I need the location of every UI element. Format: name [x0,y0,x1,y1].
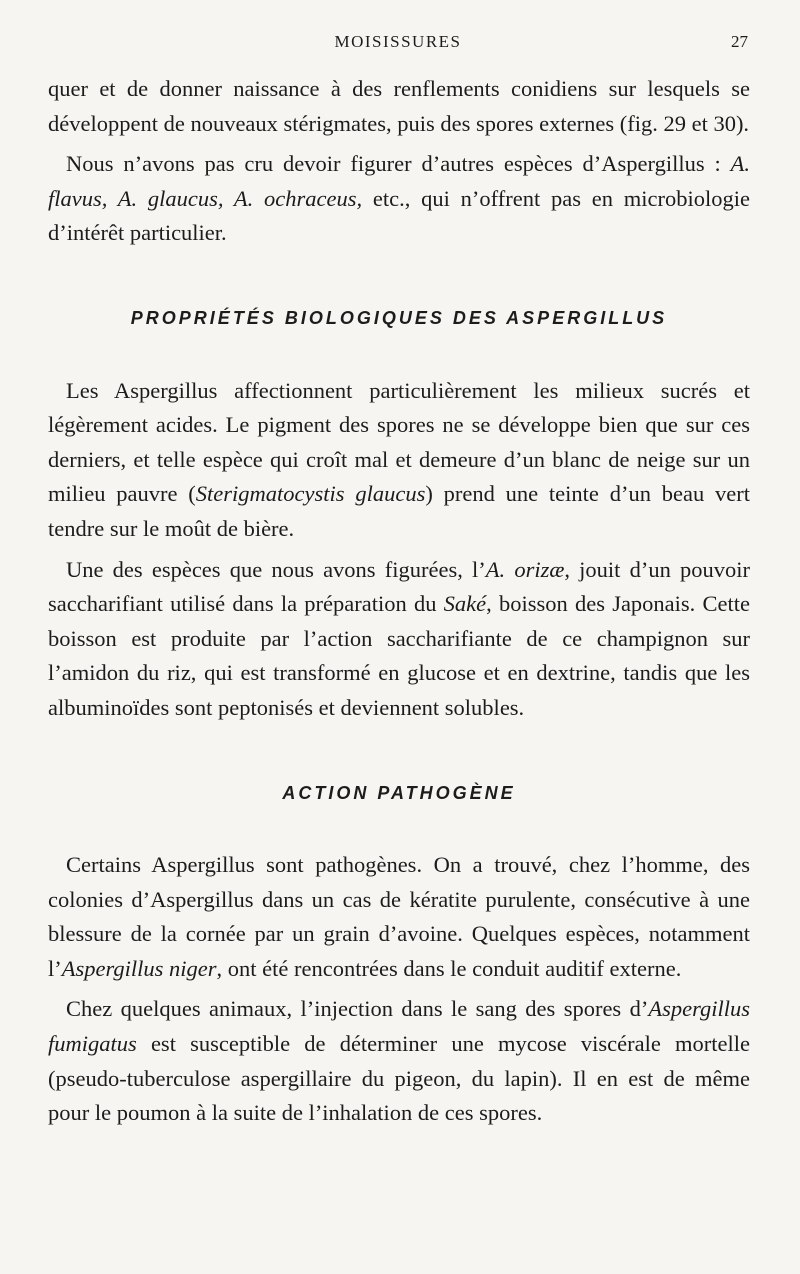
text-run: etc., qui n’offrent pas en microbiologie d’intérêt particulier. [48,185,751,246]
italic-species-name: A. orizæ [485,556,565,582]
page-number: 27 [731,32,748,51]
text-run: est susceptible de déterminer une mycose viscérale mortelle (pseudo-tuberculose aspergillaire du pigeon, du lapin). Il en est de même pour le poumon à la suite de l’inhalation de ces spores. [48,1031,750,1126]
section-heading-biological-properties: PROPRIÉTÉS BIOLOGIQUES DES ASPERGILLUS [130,307,668,328]
text-run: , jouit d’un pouvoir saccharifiant utilisé dans la préparation du [48,556,750,617]
text-run: , boisson des Japonais. Cette boisson est produite par l’action saccharifiante de ce champignon sur l’amidon du riz, qui est transformé en glucose et en dextrine, tandis que les albuminoïdes sont peptonisés et deviennent solubles. [48,591,751,720]
page-header [48,28,748,56]
text-run: Les Aspergillus affectionnent particulièrement les milieux sucrés et légèrement acides. Le pigment des spores ne se développe bien que sur ces derniers, et telle espèce qui croît mal et demeure d’un blanc de neige sur un milieu pauvre ( [48,377,750,507]
text-run: , ont été rencontrées dans le conduit auditif externe. [216,955,682,981]
paragraph-animals [48,992,750,1130]
text-run: Chez quelques animaux, l’injection dans le sang des spores d’ [66,996,649,1022]
section-heading-pathogenic-action: ACTION PATHOGÈNE [282,782,516,803]
italic-species-name: Aspergillus fumigatus [48,996,750,1057]
running-head: MOISISSURES [334,32,462,51]
paragraph-other-species [48,147,750,251]
paragraph-sake [48,553,750,726]
text-run: Nous n’avons pas cru devoir figurer d’autres espèces d’Aspergillus : [66,151,731,177]
paragraph-biological-properties [48,374,750,547]
text-run: Certains Aspergillus sont pathogènes. On a trouvé, chez l’homme, des colonies d’Aspergillus dans un cas de kératite purulente, consécutive à une blessure de la cornée par un grain d’avoine. Quelques espèces, notamment l’ [48,852,750,981]
paragraph-pathogenic [48,848,750,986]
text-run: ) prend une teinte d’un beau vert tendre sur le moût de bière. [48,481,750,541]
italic-species-names: A. flavus, A. glaucus, A. ochraceus, [48,151,750,211]
italic-sake: Saké [443,591,487,617]
italic-species-name: Aspergillus niger [61,955,217,981]
italic-species-name: Sterigmatocystis glaucus [195,481,426,507]
paragraph-continued: quer et de donner naissance à des renflements conidiens sur lesquels se développent de nouveaux stérigmates, puis des spores externes (fig. 29 et 30). [48,76,750,136]
page-body [48,72,750,1131]
text-run: Une des espèces que nous avons figurées, l’ [66,556,486,582]
